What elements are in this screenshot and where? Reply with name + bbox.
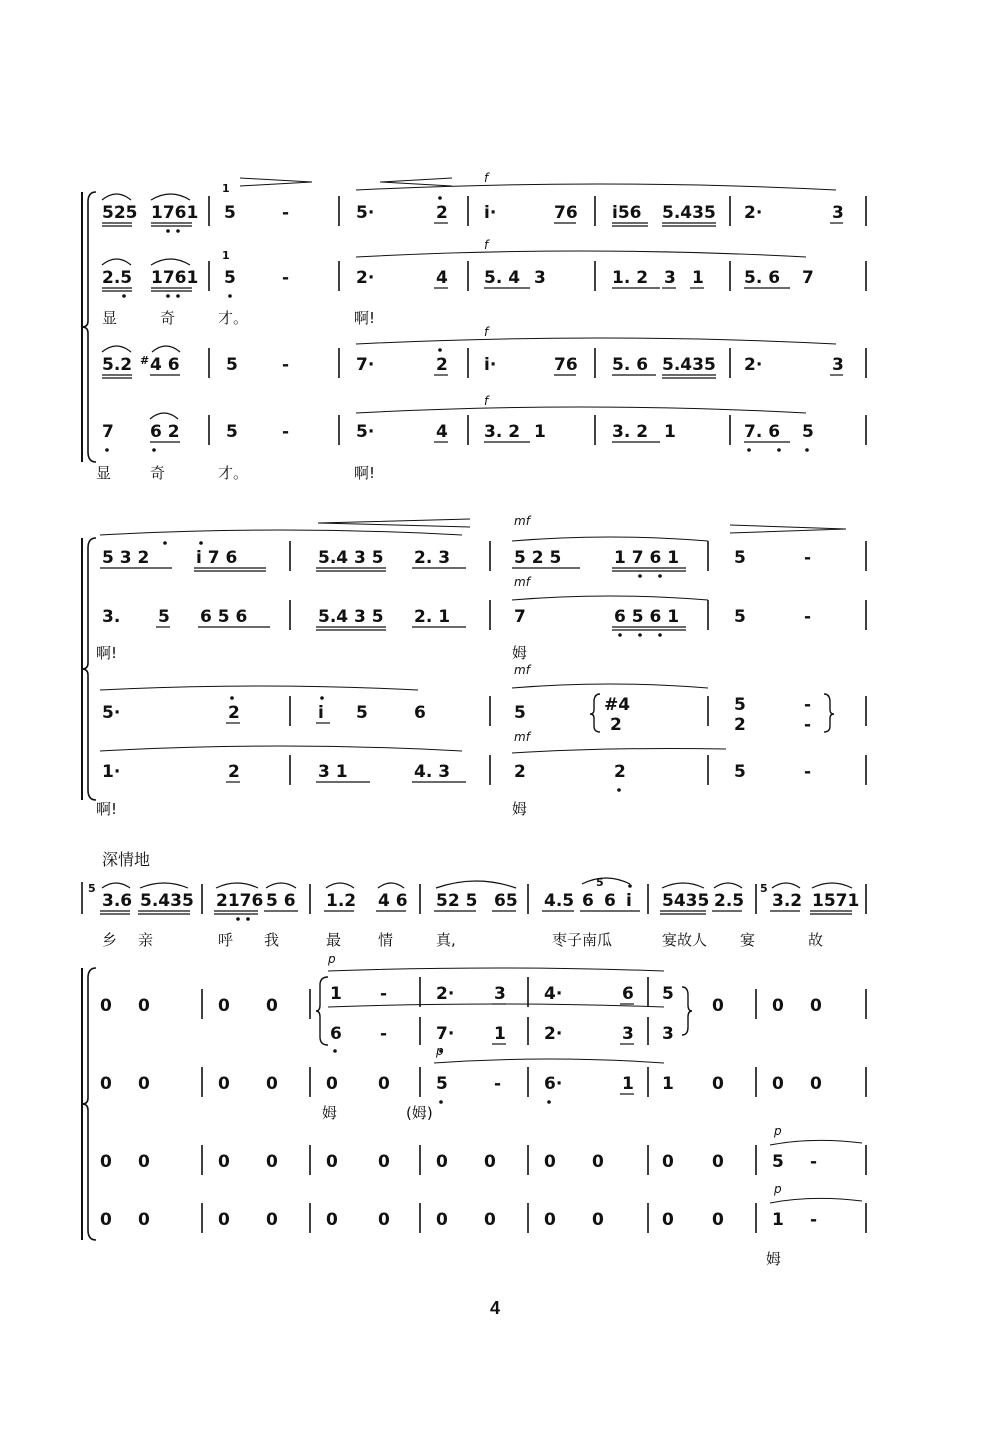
note: 5 (662, 984, 674, 1004)
dynamic-mark: f (484, 171, 489, 185)
note: 1761 (151, 268, 199, 288)
note: 5.4 3 5 (318, 548, 384, 568)
lyric: 乡 (102, 931, 118, 949)
sharp: # (140, 354, 150, 367)
note: 6 (604, 891, 616, 911)
dash: - (804, 762, 812, 782)
lyric: 故 (808, 931, 824, 949)
note: 0 (810, 1074, 822, 1094)
note: 3 (662, 1024, 674, 1044)
note: 0 (484, 1152, 496, 1172)
note: 0 (544, 1152, 556, 1172)
note: i· (484, 355, 497, 375)
octave-dot (163, 541, 167, 545)
system1-bracket (82, 192, 96, 462)
note: 0 (772, 996, 784, 1016)
note: 3 1 (318, 762, 348, 782)
crescendo (318, 519, 470, 527)
dash: - (282, 203, 290, 223)
slur (714, 883, 742, 888)
slur (378, 883, 404, 888)
brace (590, 694, 600, 732)
note: 5.4 3 5 (318, 607, 384, 627)
note: 3.2 (772, 891, 803, 911)
note: 3 (832, 355, 844, 375)
dash: - (804, 715, 812, 735)
grace-note: 1 (222, 182, 230, 195)
octave-dot (176, 229, 180, 233)
lyric: 呼 (218, 931, 234, 949)
lyric: 姆 (766, 1250, 782, 1268)
note: 7· (436, 1024, 455, 1044)
note: 5. 6 (612, 355, 649, 375)
octave-dot (230, 696, 234, 700)
note: 0 (326, 1152, 338, 1172)
note: 0 (378, 1074, 390, 1094)
slur (102, 259, 131, 265)
octave-dot (152, 448, 156, 452)
lyric: 才。 (218, 464, 249, 482)
note: 0 (592, 1152, 604, 1172)
note: #4 (604, 695, 631, 715)
note: 0 (484, 1210, 496, 1230)
phrase-slur (100, 686, 418, 690)
octave-dot (547, 1100, 551, 1104)
lyric: 真, (436, 931, 456, 949)
lyric: 啊! (354, 309, 376, 327)
note: 0 (100, 1210, 112, 1230)
slur (102, 346, 131, 352)
note: 5 3 2 (102, 548, 150, 568)
slur (436, 881, 516, 888)
note: 3 (622, 1024, 634, 1044)
note: 7 (802, 268, 814, 288)
note: 6 (582, 891, 594, 911)
octave-dot (166, 294, 170, 298)
note: 76 (554, 355, 578, 375)
dynamic-mark: p (328, 952, 336, 966)
note: 1 (772, 1210, 784, 1230)
grace-note: 1 (222, 249, 230, 262)
note: 5· (102, 703, 121, 723)
note: 0 (378, 1152, 390, 1172)
note: 5 (734, 695, 746, 715)
dash: - (804, 548, 812, 568)
dash: - (380, 984, 388, 1004)
lyric: 最 (326, 931, 342, 949)
note-group: 1761 (151, 203, 199, 223)
note: 0 (100, 996, 112, 1016)
note: 2· (356, 268, 375, 288)
note: 3. 2 (484, 422, 521, 442)
lyric: 啊! (96, 644, 118, 662)
note: 5 (802, 422, 814, 442)
phrase-slur (512, 684, 708, 688)
note: 0 (218, 996, 230, 1016)
dash: - (282, 268, 290, 288)
dash: - (804, 607, 812, 627)
note: 2. 1 (414, 607, 451, 627)
note: 5.435 (662, 355, 716, 375)
octave-dot (236, 917, 240, 921)
note: 1. 2 (612, 268, 649, 288)
note: 6· (544, 1074, 563, 1094)
note: 3 (534, 268, 546, 288)
note: 2 (228, 703, 240, 723)
note: i (318, 703, 324, 723)
lyric: 情 (378, 931, 394, 949)
octave-dot (438, 348, 442, 352)
note: 2. 3 (414, 548, 451, 568)
phrase-slur (100, 746, 462, 751)
note: 2· (544, 1024, 563, 1044)
octave-dot (199, 541, 203, 545)
note: 1 (534, 422, 546, 442)
phrase-slur (328, 968, 664, 971)
note: 2 (436, 203, 448, 223)
note: 0 (138, 1074, 150, 1094)
dynamic-mark: f (484, 394, 489, 408)
note: 0 (712, 1210, 724, 1230)
lyric: 啊! (96, 800, 118, 818)
note: i56 (612, 203, 642, 223)
phrase-slur (512, 537, 708, 541)
dash: - (494, 1074, 502, 1094)
note: 5 6 (266, 891, 296, 911)
note: 3 (664, 268, 676, 288)
slur (772, 883, 800, 888)
lyric: 我 (264, 931, 280, 949)
octave-dot (638, 574, 642, 578)
note: 1· (102, 762, 121, 782)
note: 0 (810, 996, 822, 1016)
note: 2 (610, 715, 622, 735)
octave-dot (747, 448, 751, 452)
brace (682, 987, 692, 1035)
note: 2· (744, 203, 763, 223)
note: 3. 2 (612, 422, 649, 442)
phrase-slur (356, 251, 806, 257)
note: 0 (100, 1152, 112, 1172)
dynamic-mark: mf (514, 575, 530, 589)
slur (102, 883, 130, 888)
note: 5 (734, 548, 746, 568)
slur (152, 346, 180, 352)
note: 5 (514, 703, 526, 723)
octave-dot (805, 448, 809, 452)
octave-dot (320, 696, 324, 700)
octave-dot (228, 294, 232, 298)
brace (824, 694, 834, 732)
note: 1 (664, 422, 676, 442)
note: 0 (544, 1210, 556, 1230)
note: 0 (712, 1152, 724, 1172)
note: 0 (138, 1152, 150, 1172)
note: 5 (226, 422, 238, 442)
dynamic-mark: mf (514, 663, 530, 677)
slur (151, 259, 190, 265)
phrase-slur (100, 530, 462, 535)
note: 2 (614, 762, 626, 782)
note: 0 (712, 1074, 724, 1094)
dash: - (282, 355, 290, 375)
lyric: 宴故人 (662, 931, 708, 949)
phrase-slur (770, 1198, 862, 1203)
note: 2 (436, 355, 448, 375)
octave-dot (658, 574, 662, 578)
note: 5. 4 (484, 268, 521, 288)
note: 0 (662, 1152, 674, 1172)
lyric: 奇 (150, 464, 166, 482)
note: 0 (218, 1152, 230, 1172)
system2-bracket (82, 538, 96, 800)
octave-dot (122, 294, 126, 298)
dash: - (810, 1210, 818, 1230)
note: 5.435 (140, 891, 194, 911)
octave-dot (333, 1049, 337, 1053)
note: 0 (326, 1210, 338, 1230)
note: 5 (734, 762, 746, 782)
octave-dot (438, 196, 442, 200)
decrescendo (730, 525, 846, 533)
grace-note: 5 (88, 882, 96, 895)
dash: - (804, 695, 812, 715)
lyric: 姆 (512, 644, 528, 662)
note: 7 (514, 607, 526, 627)
slur (582, 878, 630, 884)
note: 3 (832, 203, 844, 223)
note: 5 (436, 1074, 448, 1094)
slur (216, 883, 258, 888)
tempo-marking: 深情地 (102, 850, 151, 869)
note: 5 (356, 703, 368, 723)
crescendo (380, 178, 452, 186)
note: 0 (218, 1074, 230, 1094)
chorus-bracket (82, 968, 96, 1240)
note-group: 525 (102, 203, 138, 223)
phrase-slur (512, 596, 708, 600)
note: 0 (138, 1210, 150, 1230)
lyric: 显 (102, 309, 118, 327)
note: 2 (514, 762, 526, 782)
note: 6 (414, 703, 426, 723)
note: 4 6 (378, 891, 408, 911)
note: 7. 6 (744, 422, 781, 442)
note: 5 (734, 607, 746, 627)
octave-dot (105, 448, 109, 452)
lyric: 宴 (740, 931, 756, 949)
note: 1 (494, 1024, 506, 1044)
dynamic-mark: p (436, 1044, 444, 1058)
note: 1.2 (326, 891, 357, 911)
octave-dot (439, 1100, 443, 1104)
octave-dot (166, 229, 170, 233)
note: 1 (662, 1074, 674, 1094)
note: 4.5 (544, 891, 575, 911)
lyric: 奇 (160, 309, 176, 327)
note: 7· (356, 355, 375, 375)
lyric: 姆 (512, 800, 528, 818)
note: 52 5 (436, 891, 478, 911)
note: 0 (436, 1210, 448, 1230)
note: 4· (544, 984, 563, 1004)
note: 6 2 (150, 422, 180, 442)
lyric: 亲 (138, 931, 154, 949)
note: 76 (554, 203, 578, 223)
note: 2176 (216, 891, 264, 911)
note: 2.5 (102, 268, 133, 288)
page-number: 4 (489, 1298, 500, 1318)
octave-dot (628, 884, 632, 888)
note: 2· (436, 984, 455, 1004)
lyric: 才。 (218, 309, 249, 327)
note: 2 (228, 762, 240, 782)
octave-dot (658, 633, 662, 637)
note: 0 (266, 1210, 278, 1230)
dynamic-mark: p (774, 1182, 782, 1196)
note: 5 (224, 203, 236, 223)
note: 1 (330, 984, 342, 1004)
note: 0 (378, 1210, 390, 1230)
note: 1 7 6 1 (614, 548, 680, 568)
note: 6 (622, 984, 634, 1004)
note: 6 5 6 1 (614, 607, 680, 627)
note: 4 6 (150, 355, 180, 375)
grace-note: 5 (760, 882, 768, 895)
note: 0 (100, 1074, 112, 1094)
note: 5. 6 (744, 268, 781, 288)
brace (316, 977, 328, 1045)
decrescendo (240, 178, 312, 186)
note: 0 (266, 1152, 278, 1172)
note: 2.5 (714, 891, 745, 911)
lyric: 姆 (322, 1104, 338, 1122)
note: 1571 (812, 891, 860, 911)
note: 0 (138, 996, 150, 1016)
dynamic-mark: mf (514, 514, 530, 528)
note: 0 (266, 1074, 278, 1094)
phrase-slur (770, 1140, 862, 1145)
dynamic-mark: f (484, 238, 489, 252)
octave-dot (638, 633, 642, 637)
note: 6 5 6 (200, 607, 248, 627)
phrase-slur (328, 1004, 664, 1007)
note: 5.435 (662, 203, 716, 223)
note: i 7 6 (196, 548, 238, 568)
octave-dot (246, 917, 250, 921)
slur (326, 883, 354, 888)
grace-note: 5 (596, 876, 604, 889)
note: 65 (494, 891, 518, 911)
note: 5 2 5 (514, 548, 562, 568)
dynamic-mark: f (484, 325, 489, 339)
note: i· (484, 203, 497, 223)
slur (662, 883, 704, 888)
note: 5· (356, 203, 375, 223)
dash: - (810, 1152, 818, 1172)
octave-dot (618, 633, 622, 637)
dash: - (380, 1024, 388, 1044)
dash: - (282, 422, 290, 442)
note: 5435 (662, 891, 710, 911)
note: 5 (226, 355, 238, 375)
note: 2· (744, 355, 763, 375)
note: 5· (356, 422, 375, 442)
note: 0 (592, 1210, 604, 1230)
note: 5 (224, 268, 236, 288)
octave-dot (617, 788, 621, 792)
phrase-slur (434, 1059, 664, 1063)
note: 0 (712, 996, 724, 1016)
note: 1 (622, 1074, 634, 1094)
note: 0 (772, 1074, 784, 1094)
note: 5 (158, 607, 170, 627)
note: 3 (494, 984, 506, 1004)
note: 5.2 (102, 355, 133, 375)
slur (266, 883, 296, 888)
note: 6 (330, 1024, 342, 1044)
dynamic-mark: p (774, 1124, 782, 1138)
note: 1 (692, 268, 704, 288)
note: 0 (662, 1210, 674, 1230)
note: 0 (218, 1210, 230, 1230)
lyric: (姆) (406, 1104, 433, 1122)
note: 3. (102, 607, 121, 627)
slur (140, 883, 188, 888)
octave-dot (176, 294, 180, 298)
octave-dot (777, 448, 781, 452)
note: 0 (326, 1074, 338, 1094)
lyric: 啊! (354, 464, 376, 482)
phrase-slur (356, 407, 806, 413)
lyric: 显 (96, 464, 112, 482)
slur (151, 194, 190, 200)
note: 4. 3 (414, 762, 451, 782)
lyric: 枣子南瓜 (552, 931, 613, 949)
note: 0 (436, 1152, 448, 1172)
slur (150, 413, 178, 419)
note: 2 (734, 715, 746, 735)
slur (102, 194, 131, 200)
note: 5 (772, 1152, 784, 1172)
note: 0 (266, 996, 278, 1016)
slur (812, 883, 852, 888)
phrase-slur (356, 338, 836, 344)
phrase-slur (512, 749, 726, 754)
note: 4 (436, 268, 448, 288)
note: 3.6 (102, 891, 133, 911)
note: i (626, 891, 632, 911)
dynamic-mark: mf (514, 730, 530, 744)
note: 4 (436, 422, 448, 442)
note: 7 (102, 422, 114, 442)
